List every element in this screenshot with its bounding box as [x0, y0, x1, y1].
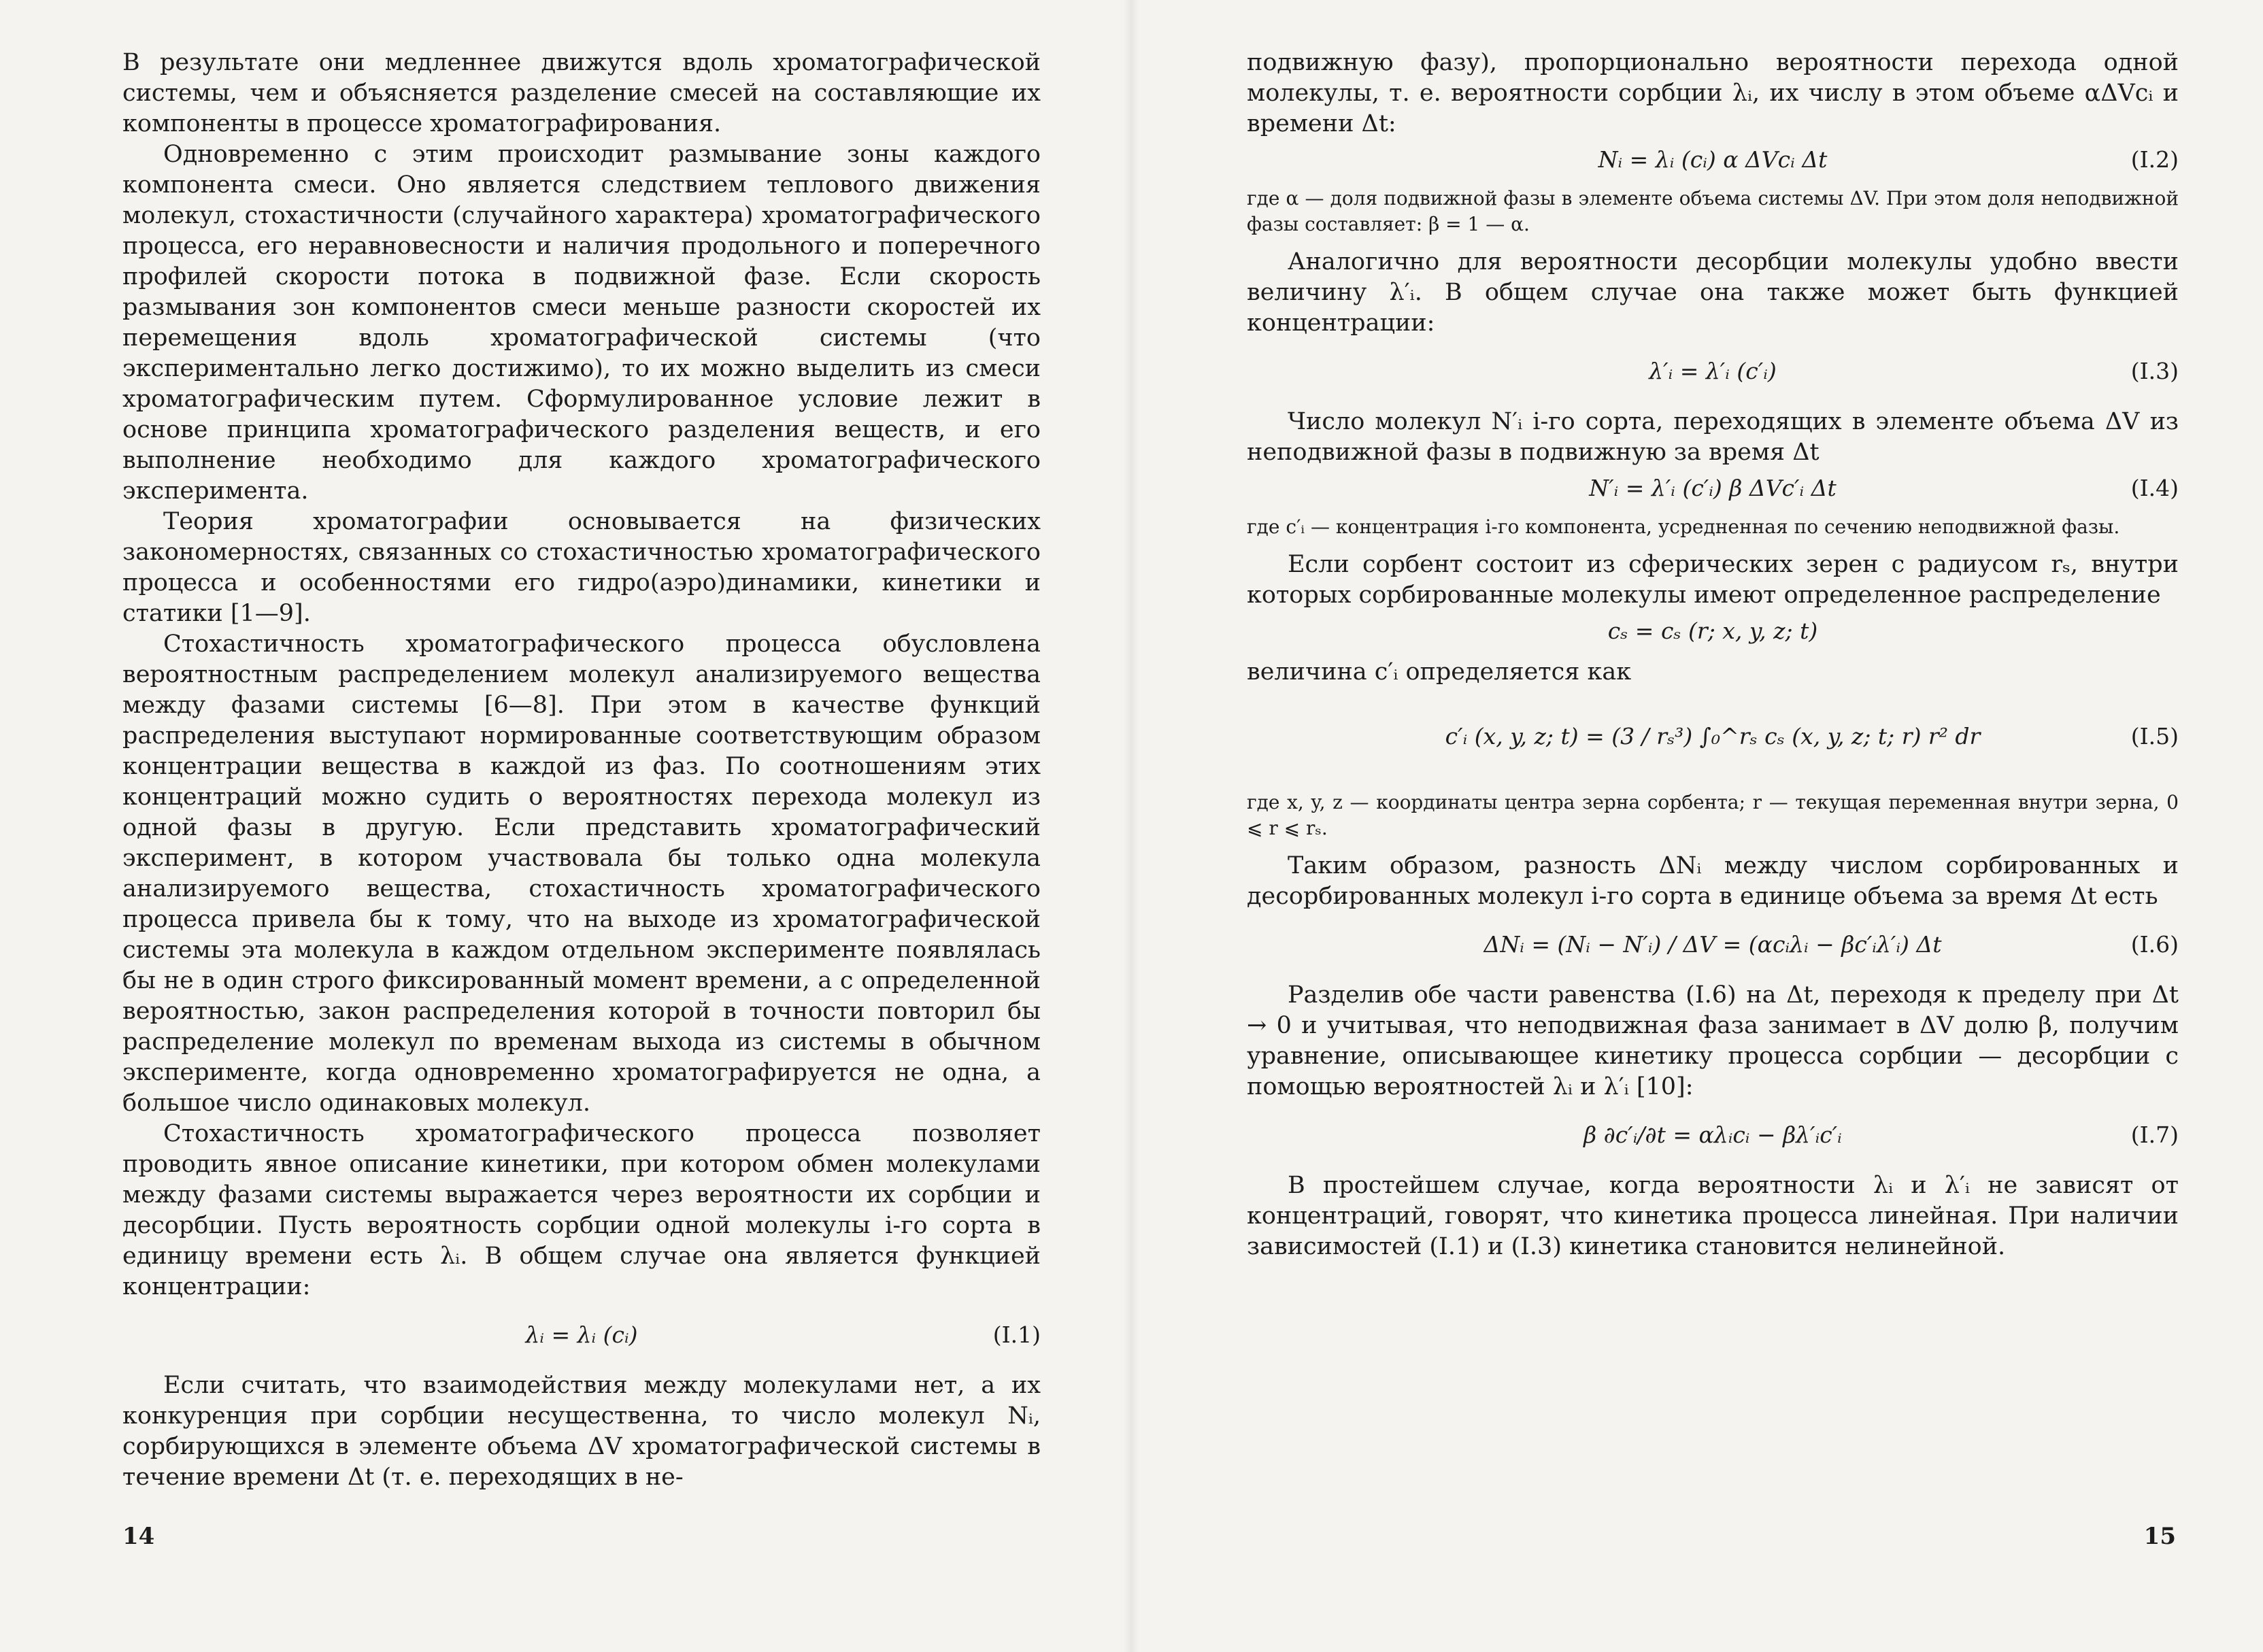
footnote-text: где c′ᵢ — концентрация i-го компонента, усредненная по сечению неподвижной фазы.: [1247, 516, 2120, 538]
paragraph: подвижную фазу), пропорционально вероятности перехода одной молекулы, т. е. вероятности сорбции λᵢ, их числу в этом объеме αΔVcᵢ и времени Δt:: [1247, 49, 2179, 137]
equation-number: (I.1): [992, 1321, 1041, 1348]
footnote-text: где x, y, z — координаты центра зерна сорбента; r — текущая переменная внутри зерна, 0 ⩽ r ⩽ rₛ.: [1247, 791, 2179, 839]
equation-number: (I.6): [2130, 931, 2179, 958]
equation-I-6: [1247, 912, 2179, 980]
paragraph: Таким образом, разность ΔNᵢ между числом сорбированных и десорбированных молекул i-го сорта в единице объема за время Δt есть: [1247, 852, 2179, 910]
equation-formula: Nᵢ = λᵢ (cᵢ) α ΔVcᵢ Δt: [1598, 146, 1828, 173]
paragraph: Число молекул N′ᵢ i-го сорта, переходящих в элементе объема ΔV из неподвижной фазы в подвижную за время Δt: [1247, 408, 2179, 466]
paragraph: величина c′ᵢ определяется как: [1247, 658, 1632, 686]
footnote-text: где α — доля подвижной фазы в элементе объема системы ΔV. При этом доля неподвижной фазы составляет: β = 1 — α.: [1247, 187, 2179, 235]
paragraph: В простейшем случае, когда вероятности λᵢ и λ′ᵢ не зависят от концентраций, говорят, что кинетика процесса линейная. При наличии зависимостей (I.1) и (I.3) кинетика становится нелинейной.: [1247, 1172, 2179, 1260]
equation-I-5: [1247, 688, 2179, 790]
equation-formula: ΔNᵢ = (Nᵢ − N′ᵢ) / ΔV = (αcᵢλᵢ − βc′ᵢλ′ᵢ) Δt: [1483, 931, 1942, 958]
paragraph: Теория хроматографии основывается на физических закономерностях, связанных со стохастичностью хроматографического процесса и особенностями его гидро(аэро)динамики, кинетики и статики [1—9].: [122, 508, 1041, 627]
right-text-column: [1247, 48, 2179, 1262]
equation-formula: cₛ = cₛ (r; x, y, z; t): [1607, 618, 1818, 644]
equation-I-2: [1247, 139, 2179, 186]
paragraph: Если считать, что взаимодействия между молекулами нет, а их конкуренция при сорбции несущественна, то число молекул Nᵢ, сорбирующихся в элементе объема ΔV хроматографической системы в течение времени Δt (т. е. переходящих в не-: [122, 1372, 1041, 1491]
paragraph: Одновременно с этим происходит размывание зоны каждого компонента смеси. Оно является следствием теплового движения молекул, стохастичности (случайного характера) хроматографического процесса, его неравновесности и наличия продольного и поперечного профилей скорости потока в подвижной фазе. Если скорость размывания зон компонентов смеси меньше разности скоростей их перемещения вдоль хроматографической системы (что экспериментально легко достижимо), то их можно выделить из смеси хроматографическим путем. Сформулированное условие лежит в основе принципа хроматографического разделения веществ, и его выполнение необходимо для каждого хроматографического эксперимента.: [122, 141, 1041, 505]
paragraph: Стохастичность хроматографического процесса позволяет проводить явное описание кинетики, при котором обмен молекулами между фазами системы выражается через вероятности их сорбции и десорбции. Пусть вероятность сорбции одной молекулы i-го сорта в единицу времени есть λᵢ. В общем случае она является функцией концентрации:: [122, 1120, 1041, 1300]
equation-I-7: [1247, 1102, 2179, 1170]
equation-number: (I.3): [2130, 358, 2179, 384]
equation-number: (I.4): [2130, 475, 2179, 501]
page-number: 14: [122, 1523, 155, 1550]
equation-formula: λ′ᵢ = λ′ᵢ (c′ᵢ): [1649, 358, 1777, 384]
equation-formula: λᵢ = λᵢ (cᵢ): [525, 1321, 638, 1348]
equation-I-4: [1247, 468, 2179, 514]
right-page: [1131, 0, 2263, 1652]
page-number: 15: [2143, 1523, 2176, 1550]
equation-formula: β ∂c′ᵢ/∂t = αλᵢcᵢ − βλ′ᵢc′ᵢ: [1583, 1122, 1842, 1148]
equation-number: (I.7): [2130, 1122, 2179, 1148]
paragraph: Стохастичность хроматографического процесса обусловлена вероятностным распределением молекул анализируемого вещества между фазами системы [6—8]. При этом в качестве функций распределения выступают нормированные соответствующим образом концентрации вещества в каждой из фаз. По соотношениям этих концентраций можно судить о вероятностях перехода молекул из одной фазы в другую. Если представить хроматографический эксперимент, в котором участвовала бы только одна молекула анализируемого вещества, стохастичность хроматографического процесса привела бы к тому, что на выходе из хроматографической системы эта молекула в каждом отдельном эксперименте появлялась бы не в один строго фиксированный момент времени, а с определенной вероятностью, закон распределения которой в точности повторил бы распределение молекул по временам выхода из системы в обычном эксперименте, когда одновременно хроматографируется не одна, а большое число одинаковых молекул.: [122, 630, 1041, 1117]
equation-formula: c′ᵢ (x, y, z; t) = (3 / rₛ³) ∫₀^rₛ cₛ (x, y, z; t; r) r² dr: [1445, 723, 1981, 749]
equation-number: (I.2): [2130, 146, 2179, 173]
paragraph: Аналогично для вероятности десорбции молекулы удобно ввести величину λ′ᵢ. В общем случае она также может быть функцией концентрации:: [1247, 248, 2179, 337]
left-page: [0, 0, 1131, 1652]
paragraph: В результате они медленнее движутся вдоль хроматографической системы, чем и объясняется разделение смесей на составляющие их компоненты в процессе хроматографирования.: [122, 49, 1041, 137]
equation-number: (I.5): [2130, 723, 2179, 749]
paragraph: Если сорбент состоит из сферических зерен с радиусом rₛ, внутри которых сорбированные молекулы имеют определенное распределение: [1247, 551, 2179, 609]
equation-formula: N′ᵢ = λ′ᵢ (c′ᵢ) β ΔVc′ᵢ Δt: [1589, 475, 1837, 501]
equation-cs: [1247, 611, 2179, 657]
equation-I-3: [1247, 339, 2179, 407]
equation-I-1: [122, 1302, 1041, 1370]
paragraph: Разделив обе части равенства (I.6) на Δt, переходя к пределу при Δt → 0 и учитывая, что неподвижная фаза занимает в ΔV долю β, получим уравнение, описывающее кинетику процесса сорбции — десорбции с помощью вероятностей λᵢ и λ′ᵢ [10]:: [1247, 981, 2179, 1100]
left-text-column: [122, 48, 1041, 1493]
